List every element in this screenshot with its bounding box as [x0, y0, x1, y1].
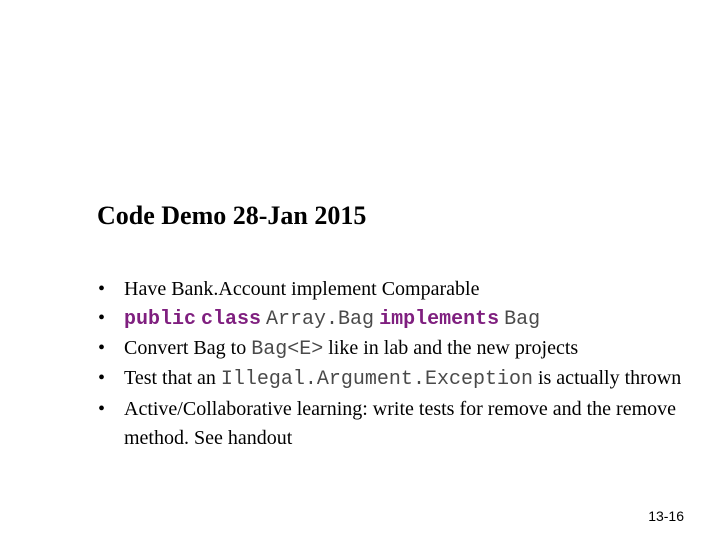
- bullet-item-active-learning: [98, 395, 698, 453]
- bullet-marker: •: [98, 278, 106, 300]
- bullet-item-class-declaration: [98, 304, 698, 334]
- code-keyword-public: public: [124, 308, 197, 331]
- code-generic-bag: Bag<E>: [251, 338, 324, 361]
- code-exception-name: Illegal.Argument.Exception: [220, 368, 533, 391]
- slide-title: Code Demo 28-Jan 2015: [97, 201, 367, 230]
- code-keyword-implements: implements: [379, 308, 500, 331]
- bullet-marker: •: [98, 307, 106, 329]
- bullet-marker: •: [98, 398, 106, 420]
- code-keyword-class: class: [201, 308, 262, 331]
- bullet-item-test-exception: [98, 364, 698, 394]
- code-type-bag: Bag: [504, 308, 541, 331]
- bullet-marker: •: [98, 337, 106, 359]
- bullet-marker: •: [98, 367, 106, 389]
- bullet-text: Have Bank.Account implement Comparable: [124, 278, 480, 300]
- bullet-text-post: is actually thrown: [532, 367, 682, 389]
- bullet-text: Active/Collaborative learning: write tests for remove and the remove method. See handout: [124, 398, 677, 449]
- bullet-item-comparable: [98, 275, 698, 304]
- bullet-list: [98, 275, 698, 453]
- bullet-text-pre: Test that an: [124, 367, 221, 389]
- bullet-text-post: like in lab and the new projects: [323, 337, 579, 359]
- bullet-text-pre: Convert Bag to: [124, 337, 252, 359]
- page-number: 13-16: [648, 508, 684, 524]
- bullet-item-convert-generic: [98, 334, 698, 364]
- code-type-arraybag: Array.Bag: [266, 308, 375, 331]
